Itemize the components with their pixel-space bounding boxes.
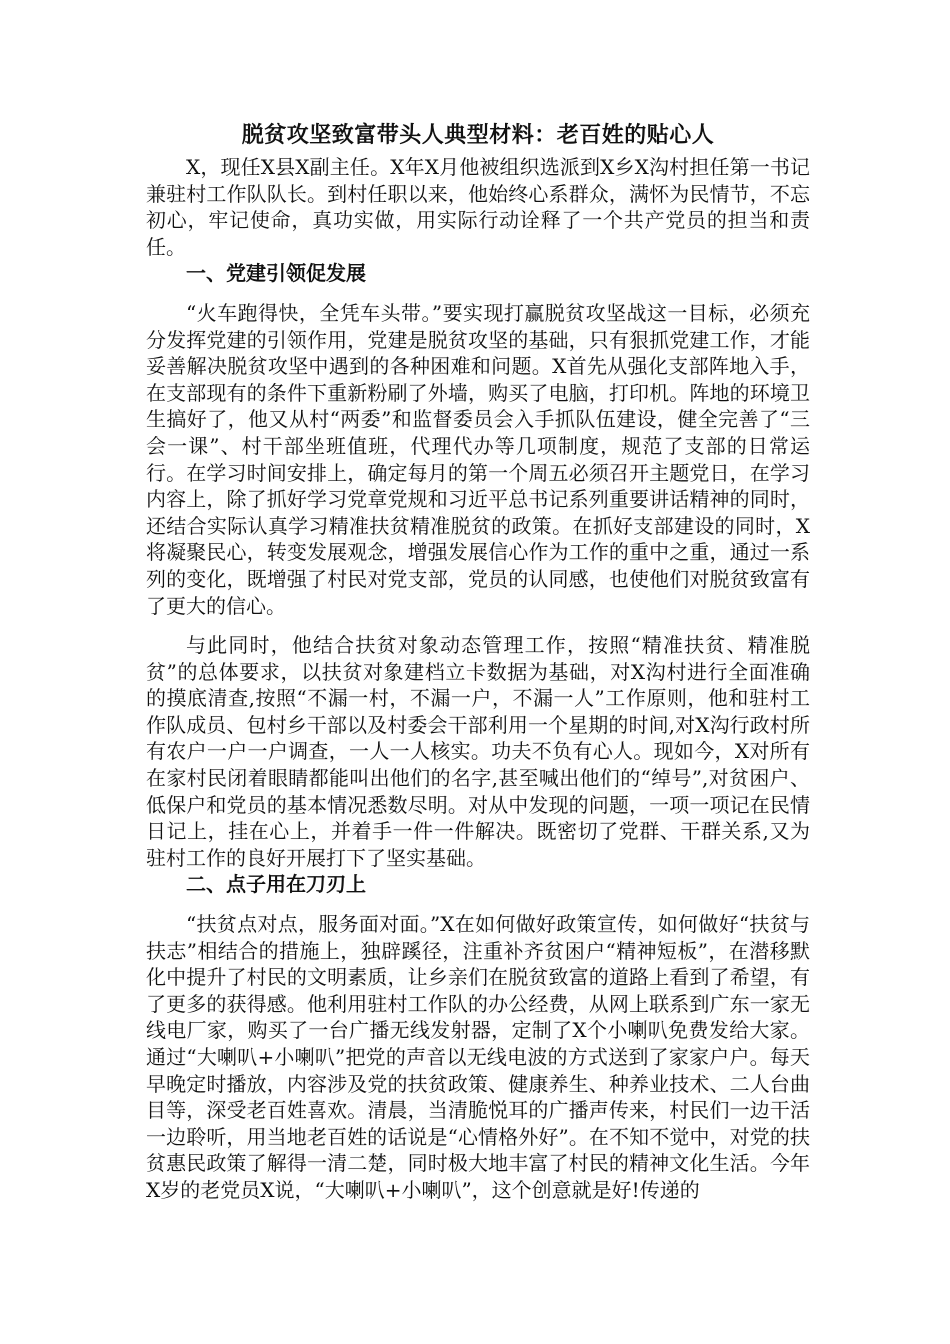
section-2-paragraph-1: “扶贫点对点，服务面对面。”X在如何做好政策宣传，如何做好“扶贫与扶志”相结合的措施上，独辟蹊径，注重补齐贫困户“精神短板”，在潜移默化中提升了村民的文明素质，让乡亲们在脱贫致富的道路上看到了希望，有了更多的获得感。他利用驻村工作队的办公经费，从网上联系到广东一家无线电厂家，购买了一台广播无线发射器，定制了X个小喇叭免费发给大家。通过“大喇叭+小喇叭”把党的声音以无线电波的方式送到了家家户户。每天早晚定时播放，内容涉及党的扶贫政策、健康养生、种养业技术、二人台曲目等，深受老百姓喜欢。清晨，当清脆悦耳的广播声传来，村民们一边干活一边聆听，用当地老百姓的话说是“心情格外好”。在不知不觉中，对党的扶贫惠民政策了解得一清二楚，同时极大地丰富了村民的精神文化生活。今年X岁的老党员X说，“大喇叭+小喇叭”，这个创意就是好!传递的: [146, 912, 810, 1202]
section-2-heading: 二、点子用在刀刃上: [186, 872, 366, 897]
document-page: [146, 118, 810, 1204]
document-title: 脱贫攻坚致富带头人典型材料：老百姓的贴心人: [241, 122, 715, 148]
section-1-paragraph-2: 与此同时，他结合扶贫对象动态管理工作，按照“精准扶贫、精准脱贫”的总体要求，以扶贫对象建档立卡数据为基础，对X沟村进行全面准确的摸底清查,按照“不漏一村，不漏一户，不漏一人”工作原则，他和驻村工作队成员、包村乡干部以及村委会干部利用一个星期的时间,对X沟行政村所有农户一户一户调查，一人一人核实。功夫不负有心人。现如今，X对所有在家村民闭着眼睛都能叫出他们的名字,甚至喊出他们的“绰号”,对贫困户、低保户和党员的基本情况悉数尽明。对从中发现的问题，一项一项记在民情日记上，挂在心上，并着手一件一件解决。既密切了党群、干群关系,又为驻村工作的良好开展打下了坚实基础。: [146, 633, 810, 870]
section-1-paragraph-1: “火车跑得快，全凭车头带。”要实现打赢脱贫攻坚战这一目标，必须充分发挥党建的引领作用，党建是脱贫攻坚的基础，只有狠抓党建工作，才能妥善解决脱贫攻坚中遇到的各种困难和问题。X首先从强化支部阵地入手，在支部现有的条件下重新粉刷了外墙，购买了电脑，打印机。阵地的环境卫生搞好了，他又从村“两委”和监督委员会入手抓队伍建设，健全完善了“三会一课”、村干部坐班值班，代理代办等几项制度，规范了支部的日常运行。在学习时间安排上，确定每月的第一个周五必须召开主题党日，在学习内容上，除了抓好学习党章党规和习近平总书记系列重要讲话精神的同时，还结合实际认真学习精准扶贫精准脱贫的政策。在抓好支部建设的同时，X将凝聚民心，转变发展观念，增强发展信心作为工作的重中之重，通过一系列的变化，既增强了村民对党支部，党员的认同感，也使他们对脱贫致富有了更大的信心。: [146, 300, 810, 618]
section-1-heading: 一、党建引领促发展: [186, 261, 366, 286]
intro-paragraph: X，现任X县X副主任。X年X月他被组织选派到X乡X沟村担任第一书记兼驻村工作队队长。到村任职以来，他始终心系群众，满怀为民情节，不忘初心，牢记使命，真功实做，用实际行动诠释了一个共产党员的担当和责任。: [146, 155, 810, 259]
